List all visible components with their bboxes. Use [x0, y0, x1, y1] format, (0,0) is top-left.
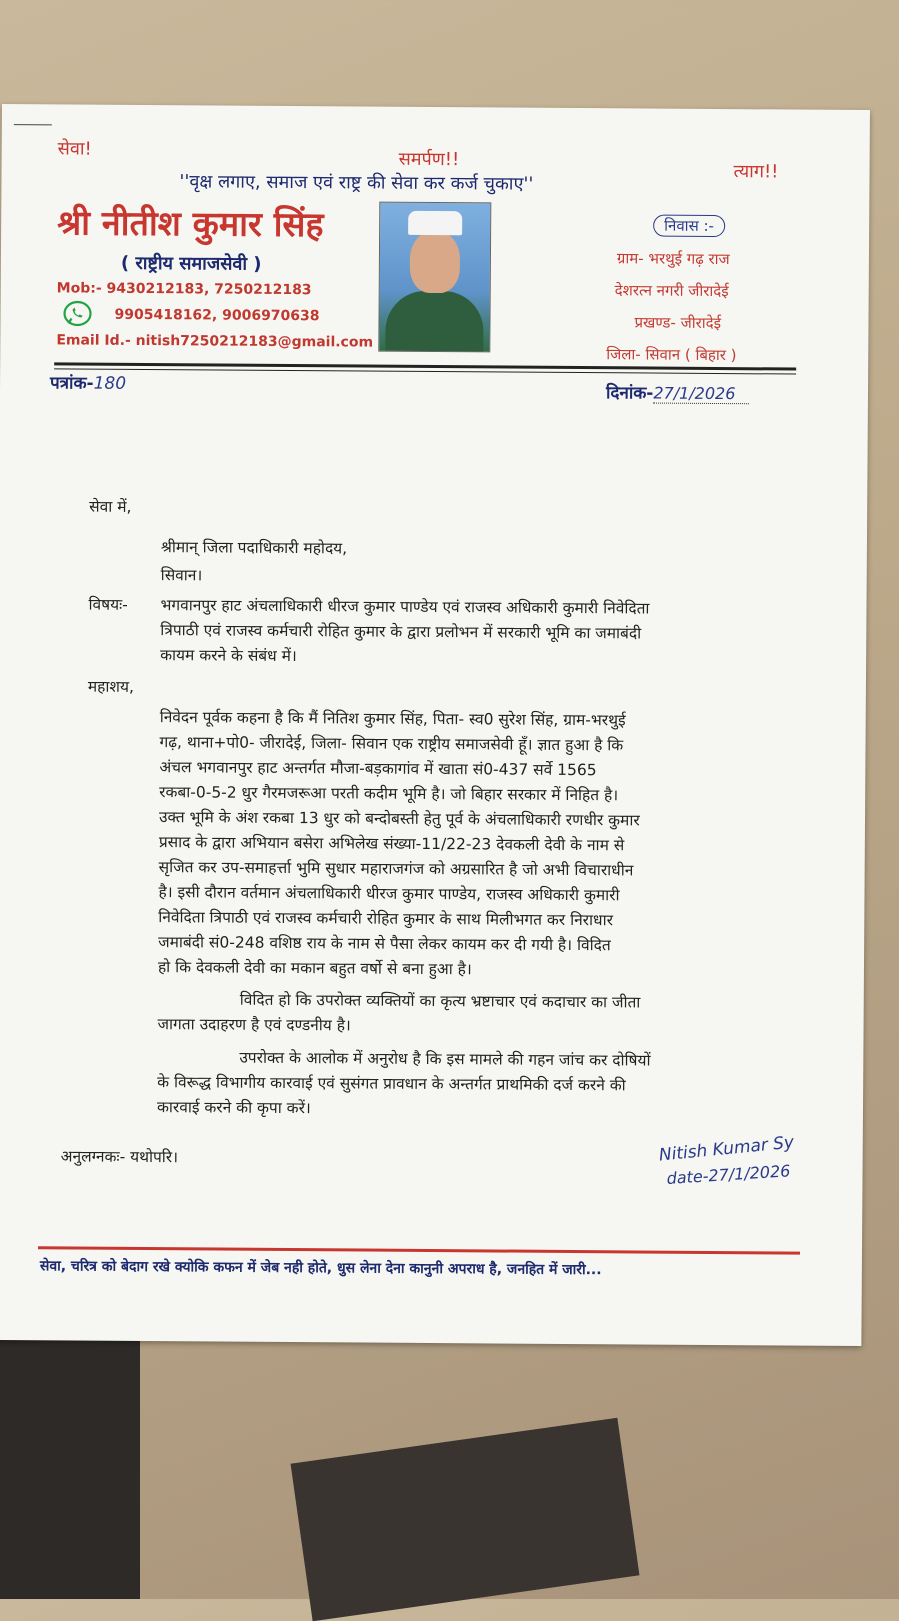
para3-line: के विरूद्ध विभागीय कारवाई एवं सुसंगत प्रावधान के अन्तर्गत प्राथमिकी दर्ज करने की — [157, 1073, 626, 1095]
para1-line: सृजित कर उप-समाहर्त्ता भुमि सुधार महाराजगंज को अग्रसारित है जो अभी विचाराधीन — [158, 858, 634, 880]
signature-date: date-27/1/2026 — [666, 1161, 791, 1188]
corner-mark — [14, 124, 52, 125]
header-motto: ''वृक्ष लगाए, समाज एवं राष्ट्र की सेवा कर कर्ज चुकाए'' — [179, 171, 534, 195]
greeting: महाशय, — [87, 677, 134, 696]
whatsapp-numbers: 9905418162, 9006970638 — [114, 306, 320, 325]
background-dark-surface — [0, 1340, 140, 1599]
para3-line: कारवाई करने की कृपा करें। — [156, 1098, 311, 1118]
header-center-word: समर्पण!! — [398, 148, 460, 171]
whatsapp-icon — [62, 300, 92, 326]
para1-line: निवेदन पूर्वक कहना है कि मैं नितिश कुमार सिंह, पिता- स्व0 सुरेश सिंह, ग्राम-भरथुई — [159, 708, 626, 730]
email-address: Email Id.- nitish7250212183@gmail.com — [56, 332, 374, 351]
sender-role: ( राष्ट्रीय समाजसेवी ) — [120, 252, 262, 275]
background-dark-object — [291, 1418, 640, 1621]
para1-line: निवेदिता त्रिपाठी एवं राजस्व कर्मचारी रोहित कुमार के साथ मिलीभगत कर निराधार — [158, 908, 614, 930]
date-label: दिनांक- — [605, 383, 654, 404]
recipient-line-2: सिवान। — [160, 566, 203, 585]
subject-line-2: त्रिपाठी एवं राजस्व कर्मचारी रोहित कुमार के द्वारा प्रलोभन में सरकारी भूमि का जमाबंदी — [160, 621, 642, 643]
portrait-photo — [378, 202, 491, 353]
subject-line-3: कायम करने के संबंध में। — [160, 646, 297, 666]
date-value: 27/1/2026 — [653, 384, 749, 405]
address-line-2: देशरत्न नगरी जीरादेई — [614, 281, 729, 301]
mobile-numbers: Mob:- 9430212183, 7250212183 — [56, 280, 312, 299]
sender-name: श्री नीतीश कुमार सिंह — [57, 203, 324, 246]
header-right-word: त्याग!! — [733, 161, 779, 183]
reference-number — [50, 370, 126, 394]
address-line-3: प्रखण्ड- जीरादेई — [634, 313, 722, 333]
footer-slogan: सेवा, चरित्र को बेदाग रखे क्योकि कफन में जेब नही होते, धुस लेना देना कानुनी अपराध है, जनहित में जारी... — [39, 1258, 602, 1279]
para1-line: है। इसी दौरान वर्तमान अंचलाधिकारी धीरज कुमार पाण्डेय, राजस्व अधिकारी कुमारी — [158, 883, 620, 905]
para1-line: गढ़, थाना+पो0- जीरादेई, जिला- सिवान एक राष्ट्रीय समाजसेवी हूँ। ज्ञात हुआ है कि — [159, 733, 624, 755]
para2-line: जागता उदाहरण है एवं दण्डनीय है। — [157, 1015, 351, 1035]
address-line-1: ग्राम- भरथुई गढ़ राज — [616, 249, 730, 269]
subject-line-1: भगवानपुर हाट अंचलाधिकारी धीरज कुमार पाण्डेय एवं राजस्व अधिकारी कुमारी निवेदिता — [160, 596, 650, 618]
header-left-word: सेवा! — [57, 138, 92, 160]
para3-line: उपरोक्त के आलोक में अनुरोध है कि इस मामले की गहन जांच कर दोषियों — [239, 1048, 651, 1070]
para1-line: प्रसाद के द्वारा अभियान बसेरा अभिलेख संख्या-11/22-23 देवकली देवी के नाम से — [158, 833, 625, 855]
para1-line: अंचल भगवानपुर हाट अन्तर्गत मौजा-बड़कागांव में खाता सं0-437 सर्वे 1565 — [159, 758, 597, 780]
para2-line: विदित हो कि उपरोक्त व्यक्तियों का कृत्य भ्रष्टाचार एवं कदाचार का जीता — [239, 990, 641, 1012]
para1-line: रकबा-0-5-2 धुर गैरमजरूआ परती कदीम भूमि है। जो बिहार सरकार में निहित है। — [159, 783, 619, 805]
reference-label: पत्रांक- — [49, 373, 94, 394]
subject-label: विषयः- — [88, 595, 128, 614]
enclosure-note: अनुलग्नकः- यथोपरि। — [60, 1147, 179, 1167]
letterhead-paper — [0, 104, 870, 1346]
address-line-4: जिला- सिवान ( बिहार ) — [606, 345, 737, 365]
reference-value: 180 — [93, 373, 127, 394]
para1-line: हो कि देवकली देवी का मकान बहुत वर्षो से बना हुआ है। — [157, 958, 472, 979]
para1-line: जमाबंदी सं0-248 वशिष्ठ राय के नाम से पैसा लेकर कायम कर दी गयी है। विदित — [158, 933, 611, 955]
salutation-to: सेवा में, — [89, 497, 132, 516]
para1-line: उक्त भूमि के अंश रकबा 13 धुर को बन्दोबस्ती हेतु पूर्व के अंचलाधिकारी रणधीर कुमार — [158, 808, 640, 830]
signature: Nitish Kumar Sy — [658, 1132, 795, 1166]
address-title — [653, 215, 725, 238]
footer-divider — [38, 1246, 800, 1254]
recipient-line-1: श्रीमान् जिला पदाधिकारी महोदय, — [160, 538, 348, 558]
address-title-text: निवास :- — [664, 216, 715, 235]
letter-date — [606, 380, 750, 404]
